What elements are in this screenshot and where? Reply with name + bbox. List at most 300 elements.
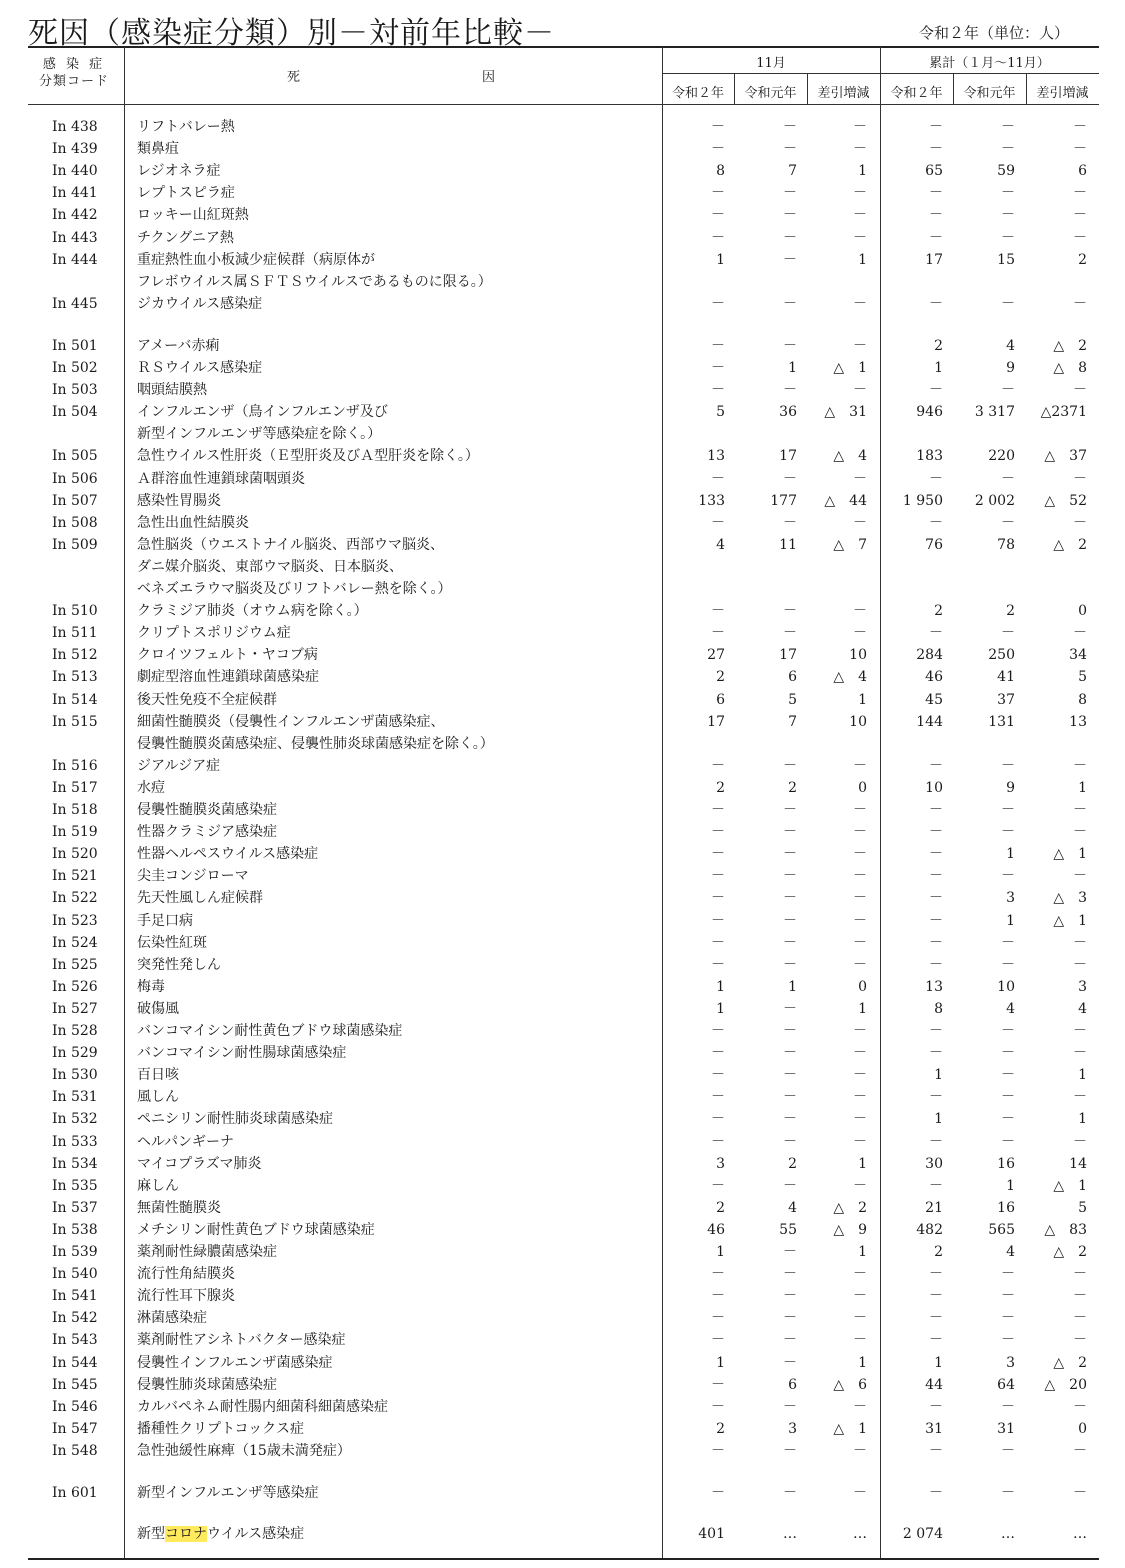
month-r1-value: － [783,1332,797,1349]
month-r2-value: － [711,1067,725,1084]
cum-r1-value: － [1001,1111,1015,1128]
month-r1-value: － [783,868,797,885]
month-r2-value: 1 [716,251,725,268]
cum-r2-value: 1 [934,360,943,376]
table-row [0,249,1125,271]
cum-r2-value: 144 [916,713,943,730]
month-r1-value: 17 [779,448,797,465]
cum-r1-value: － [1001,1023,1015,1039]
month-r1-value: － [783,912,797,929]
table-row [0,138,1125,160]
table-row [0,1418,1125,1440]
row-cause-name: 手足口病 [137,912,193,929]
month-r1-value: － [783,1485,797,1501]
cum-r2-value: 946 [916,404,943,421]
row-cause-name: 侵襲性肺炎球菌感染症 [137,1376,277,1393]
month-r1-value: － [783,295,797,312]
month-r1-value: － [783,1023,797,1039]
table-row-covid [0,1523,1125,1545]
table-row [0,271,1125,293]
table-row [0,227,1125,249]
month-r1-value: － [783,1000,797,1017]
row-cause-name: レプトスピラ症 [137,185,235,202]
cum-r2-value: － [929,846,943,863]
row-cause-name: ジアルジア症 [137,757,221,774]
month-diff-value: △ 4 [833,669,867,686]
month-r2-value: 4 [716,536,725,553]
cum-diff-value: 3 [1078,978,1087,995]
table-row [0,204,1125,226]
month-r2-value: － [711,382,725,399]
table-row [0,1153,1125,1175]
cum-r1-value: 37 [997,691,1015,708]
table-row [0,1131,1125,1153]
month-r2-value: 1 [716,1244,725,1260]
cum-diff-value: 6 [1078,163,1087,180]
table-row [0,160,1125,182]
month-diff-value: － [853,1111,867,1128]
cum-diff-value: － [1073,934,1087,951]
header-code [28,56,120,90]
row-cause-name: 新型インフルエンザ等感染症 [137,1485,319,1501]
cum-r2-value: 46 [925,669,943,686]
cum-diff-value: － [1073,1288,1087,1305]
row-code: In 545 [52,1376,98,1393]
row-cause-name: カルバペネム耐性腸内細菌科細菌感染症 [137,1398,389,1415]
row-cause-name: 侵襲性髄膜炎菌感染症、侵襲性肺炎球菌感染症を除く。） [137,735,494,752]
row-cause-name: 薬剤耐性緑膿菌感染症 [137,1244,277,1260]
month-r1-value: － [783,1354,797,1371]
row-cause-name: マイコプラズマ肺炎 [137,1155,262,1172]
table-row [0,666,1125,688]
row-cause-name: アメーバ赤痢 [137,337,220,354]
cum-r2-value: － [929,868,943,885]
month-r1-value: － [783,956,797,973]
table-row [0,468,1125,490]
cum-diff-value: － [1073,229,1087,246]
row-cause-name: 急性出血性結膜炎 [137,514,249,531]
cum-r1-value: － [1001,1266,1015,1283]
month-r2-value: － [711,1023,725,1039]
month-r1-value: － [783,1045,797,1062]
cum-r1-value: 1 [1006,912,1015,929]
month-r1-value: － [783,141,797,158]
table-row [0,357,1125,379]
row-cause-name: 流行性角結膜炎 [137,1266,235,1283]
cum-r1-value: 16 [997,1199,1015,1216]
month-diff-value: － [853,337,867,354]
month-r1-value: － [783,470,797,487]
cum-diff-value: △ 2 [1053,1354,1087,1371]
row-cause-name: クラミジア肺炎（オウム病を除く。） [137,603,368,620]
month-diff-value: － [853,890,867,907]
cum-r2-value: － [929,1045,943,1062]
cum-r1-value: － [1001,470,1015,487]
table-row [0,1086,1125,1108]
month-r1-value: － [783,251,797,268]
cum-r1-value: － [1001,1398,1015,1415]
month-diff-value: … [853,1526,867,1542]
cum-diff-value: － [1073,1023,1087,1039]
month-diff-value: － [853,1045,867,1062]
row-cause-name: バンコマイシン耐性黄色ブドウ球菌感染症 [137,1023,403,1039]
month-r1-value: － [783,1310,797,1327]
month-diff-value: － [853,1288,867,1305]
cum-r1-value: － [1001,625,1015,642]
cum-r2-value: － [929,185,943,202]
cum-diff-value: － [1073,1045,1087,1062]
cum-r1-value: 3 317 [974,404,1015,421]
cum-r2-value: 30 [925,1155,943,1172]
cum-diff-value: 14 [1069,1155,1087,1172]
cum-r1-value: － [1001,1045,1015,1062]
table-row [0,998,1125,1020]
row-code: In 533 [52,1133,98,1150]
row-code: In 537 [52,1199,98,1216]
month-r2-value: － [711,824,725,841]
row-cause-name: ヘルパンギーナ [137,1133,235,1150]
table-row [0,887,1125,909]
row-code: In 508 [52,514,98,531]
cum-diff-value: 2 [1078,251,1087,268]
row-cause-name: Ａ群溶血性連鎖球菌咽頭炎 [137,470,305,487]
row-code: In 546 [52,1398,98,1415]
month-r1-value: 7 [788,163,797,180]
month-r1-value: － [783,1398,797,1415]
month-r1-value: － [783,229,797,246]
header-month-group: 11月 [756,56,786,71]
month-r2-value: － [711,846,725,863]
cum-diff-value: △ 2 [1053,1244,1087,1260]
month-diff-value: － [853,119,867,135]
cum-diff-value: 1 [1078,1067,1087,1084]
header-month-r2: 令和２年 [671,86,724,101]
table-row [0,1285,1125,1307]
row-code: In 529 [52,1045,98,1062]
cum-diff-value: － [1073,382,1087,399]
cum-diff-value: 5 [1078,669,1087,686]
month-r1-value: 1 [788,978,797,995]
row-code: In 548 [52,1442,98,1459]
row-cause-name: 梅毒 [137,978,165,995]
table-row [0,335,1125,357]
row-code: In 504 [52,404,98,421]
row-cause-name: フレボウイルス属ＳＦＴＳウイルスであるものに限る。） [137,273,492,290]
cum-r2-value: － [929,229,943,246]
row-code: In 535 [52,1177,98,1194]
cum-diff-value: － [1073,1089,1087,1106]
row-code: In 527 [52,1000,98,1017]
month-r2-value: 1 [716,1354,725,1371]
row-cause-name: 細菌性髄膜炎（侵襲性インフルエンザ菌感染症、 [137,713,445,730]
month-r1-value: － [783,890,797,907]
row-code: In 523 [52,912,98,929]
month-r2-value: － [711,1288,725,1305]
cum-r1-value: － [1001,514,1015,531]
table-row [0,865,1125,887]
cum-diff-value: △ 83 [1044,1221,1087,1238]
cum-r2-value: 21 [925,1199,943,1216]
row-cause-name: 風しん [137,1089,179,1106]
month-diff-value: － [853,1442,867,1459]
table-row [0,1219,1125,1241]
cum-r1-value: － [1001,1332,1015,1349]
month-r2-value: － [711,868,725,885]
header-bottom-rule [28,104,1099,105]
cum-r1-value: 41 [997,669,1015,686]
cum-r2-value: 44 [925,1376,943,1393]
month-diff-value: － [853,802,867,818]
header-cum-r1: 令和元年 [963,86,1016,101]
month-diff-value: △ 7 [833,536,867,553]
table-row [0,182,1125,204]
cause-name-suffix: ウイルス感染症 [207,1526,305,1542]
cum-r1-value: 250 [988,647,1015,664]
month-diff-value: 10 [849,713,867,730]
row-cause-name: 後天性免疫不全症候群 [137,691,277,708]
table-row [0,910,1125,932]
cum-diff-value: － [1073,757,1087,774]
cum-r2-value: 2 [934,603,943,620]
table-row [0,490,1125,512]
header-cause-left: 死 [287,70,301,85]
row-code: In 531 [52,1089,98,1106]
row-cause-name [137,1523,304,1545]
cum-r2-value: － [929,1398,943,1415]
table-row [0,1108,1125,1130]
row-code: In 503 [52,382,98,399]
row-cause-name: ジカウイルス感染症 [137,295,263,312]
row-code: In 534 [52,1155,98,1172]
row-code: In 509 [52,536,98,553]
month-r2-value: － [711,934,725,951]
month-diff-value: △ 4 [833,448,867,465]
cum-r2-value: 17 [925,251,943,268]
month-r1-value: － [783,1089,797,1106]
row-cause-name: ＲＳウイルス感染症 [137,360,263,376]
header-code-line2: 分類コード [38,74,109,89]
month-diff-value: 10 [849,647,867,664]
cum-r1-value: 9 [1006,360,1015,376]
cum-diff-value: △ 2 [1053,337,1087,354]
cum-r1-value: 2 [1006,603,1015,620]
cum-diff-value: △ 37 [1044,448,1087,465]
cum-r1-value: － [1001,1442,1015,1459]
month-r1-value: 17 [779,647,797,664]
table-row [0,733,1125,755]
month-diff-value: － [853,1177,867,1194]
month-r2-value: 46 [707,1221,725,1238]
row-cause-name: 百日咳 [137,1067,179,1084]
cum-r1-value: － [1001,1485,1015,1501]
month-r2-value: 401 [698,1526,725,1542]
table-row [0,1175,1125,1197]
cum-r1-value: 1 [1006,846,1015,863]
row-code: In 512 [52,647,98,664]
cum-diff-value: － [1073,802,1087,818]
month-r2-value: － [711,603,725,620]
table-row [0,843,1125,865]
cum-r1-value: 3 [1006,890,1015,907]
month-r1-value: － [783,625,797,642]
row-code: In 540 [52,1266,98,1283]
table-row [0,401,1125,423]
table-row [0,1329,1125,1351]
cum-r2-value: － [929,625,943,642]
cum-r1-value: － [1001,757,1015,774]
row-cause-name: リフトバレー熱 [137,119,235,135]
month-diff-value: 1 [858,1000,867,1017]
table-row [0,512,1125,534]
table-row [0,1020,1125,1042]
cum-r2-value: － [929,119,943,135]
row-cause-name: 侵襲性髄膜炎菌感染症 [137,802,277,818]
month-r2-value: 1 [716,978,725,995]
month-r2-value: 2 [716,669,725,686]
row-code: In 530 [52,1067,98,1084]
month-r2-value: － [711,890,725,907]
header-cum-diff: 差引増減 [1036,86,1089,101]
table-row [0,1241,1125,1263]
cum-diff-value: － [1073,1310,1087,1327]
cum-diff-value: － [1073,470,1087,487]
month-diff-value: △ 1 [833,360,867,376]
month-r1-value: － [783,824,797,841]
table-row [0,1197,1125,1219]
row-code: In 525 [52,956,98,973]
month-r1-value: － [783,1442,797,1459]
header-group-rule [662,73,1099,74]
cum-r2-value: － [929,1485,943,1501]
table-row [0,644,1125,666]
row-code: In 445 [52,295,98,312]
month-diff-value: － [853,1067,867,1084]
month-diff-value: － [853,514,867,531]
month-diff-value: － [853,295,867,312]
table-row [0,799,1125,821]
cum-r1-value: － [1001,802,1015,818]
month-r1-value: － [783,382,797,399]
cum-r1-value: 4 [1006,1244,1015,1260]
cum-r1-value: － [1001,1288,1015,1305]
row-cause-name: 突発性発しん [137,956,221,973]
row-code: In 515 [52,713,98,730]
row-code: In 511 [52,625,98,642]
table-row [0,711,1125,733]
table-row [0,1374,1125,1396]
month-r1-value: － [783,934,797,951]
header-cum-r2: 令和２年 [890,86,943,101]
cum-diff-value: △2371 [1040,404,1087,421]
month-diff-value: － [853,1398,867,1415]
cum-r2-value: － [929,1177,943,1194]
cum-r1-value: 4 [1006,1000,1015,1017]
row-cause-name: 流行性耳下腺炎 [137,1288,235,1305]
cum-r1-value: － [1001,119,1015,135]
cum-r2-value: － [929,934,943,951]
month-diff-value: － [853,1266,867,1283]
row-code: In 443 [52,229,98,246]
row-cause-name: 類鼻疽 [137,141,179,158]
month-r2-value: － [711,625,725,642]
cum-diff-value: － [1073,1266,1087,1283]
table-row [0,534,1125,556]
row-code: In 532 [52,1111,98,1128]
month-diff-value: － [853,1332,867,1349]
row-cause-name: 感染性胃腸炎 [137,492,221,509]
cum-r2-value: 482 [916,1221,943,1238]
month-diff-value: － [853,846,867,863]
row-cause-name: 無菌性髄膜炎 [137,1199,221,1216]
table-row [0,1042,1125,1064]
row-code: In 544 [52,1354,98,1371]
month-diff-value: 1 [858,163,867,180]
cum-diff-value: － [1073,119,1087,135]
month-r1-value: － [783,1067,797,1084]
month-r1-value: 3 [788,1420,797,1437]
month-r2-value: 2 [716,1199,725,1216]
cum-r1-value: － [1001,141,1015,158]
cum-r1-value: 31 [997,1420,1015,1437]
page-title: 死因（感染症分類）別－対前年比較－ [28,16,555,51]
cum-r1-value: 1 [1006,1177,1015,1194]
row-cause-name: クロイツフェルト・ヤコブ病 [137,647,318,664]
month-diff-value: － [853,934,867,951]
month-r2-value: － [711,1376,725,1393]
cum-r1-value: 15 [997,251,1015,268]
row-code: In 517 [52,779,98,796]
month-r2-value: 133 [698,492,725,509]
cum-diff-value: － [1073,207,1087,224]
row-cause-name: 急性脳炎（ウエストナイル脳炎、西部ウマ脳炎、 [137,536,445,553]
cum-r2-value: － [929,1089,943,1106]
table-row [0,578,1125,600]
month-r1-value: 2 [788,779,797,796]
month-diff-value: － [853,382,867,399]
cum-r1-value: 3 [1006,1354,1015,1371]
month-r1-value: － [783,1288,797,1305]
cum-r2-value: － [929,1332,943,1349]
cum-r2-value: － [929,141,943,158]
row-cause-name: 伝染性紅斑 [137,934,207,951]
month-r2-value: 17 [707,713,725,730]
row-code: In 444 [52,251,98,268]
row-cause-name: 咽頭結膜熱 [137,382,207,399]
table-row [0,777,1125,799]
table-row [0,116,1125,138]
cum-diff-value: － [1073,956,1087,973]
row-code: In 541 [52,1288,98,1305]
cum-diff-value: 0 [1078,1420,1087,1437]
cum-diff-value: △ 1 [1053,1177,1087,1194]
cum-r2-value: 31 [925,1420,943,1437]
cum-r2-value: － [929,912,943,929]
cum-diff-value: 0 [1078,603,1087,620]
cum-r1-value: － [1001,1089,1015,1106]
cause-name-prefix: 新型 [137,1526,165,1542]
month-r2-value: － [711,141,725,158]
cum-diff-value: △ 8 [1053,360,1087,376]
table-row [0,954,1125,976]
unit-label: 令和２年（単位：人） [918,24,1069,42]
month-r2-value: － [711,912,725,929]
row-cause-name: 淋菌感染症 [137,1310,207,1327]
month-r1-value: 36 [779,404,797,421]
cum-diff-value: － [1073,141,1087,158]
row-code: In 439 [52,141,98,158]
cum-r2-value: － [929,1023,943,1039]
cum-r1-value: … [1001,1526,1015,1542]
